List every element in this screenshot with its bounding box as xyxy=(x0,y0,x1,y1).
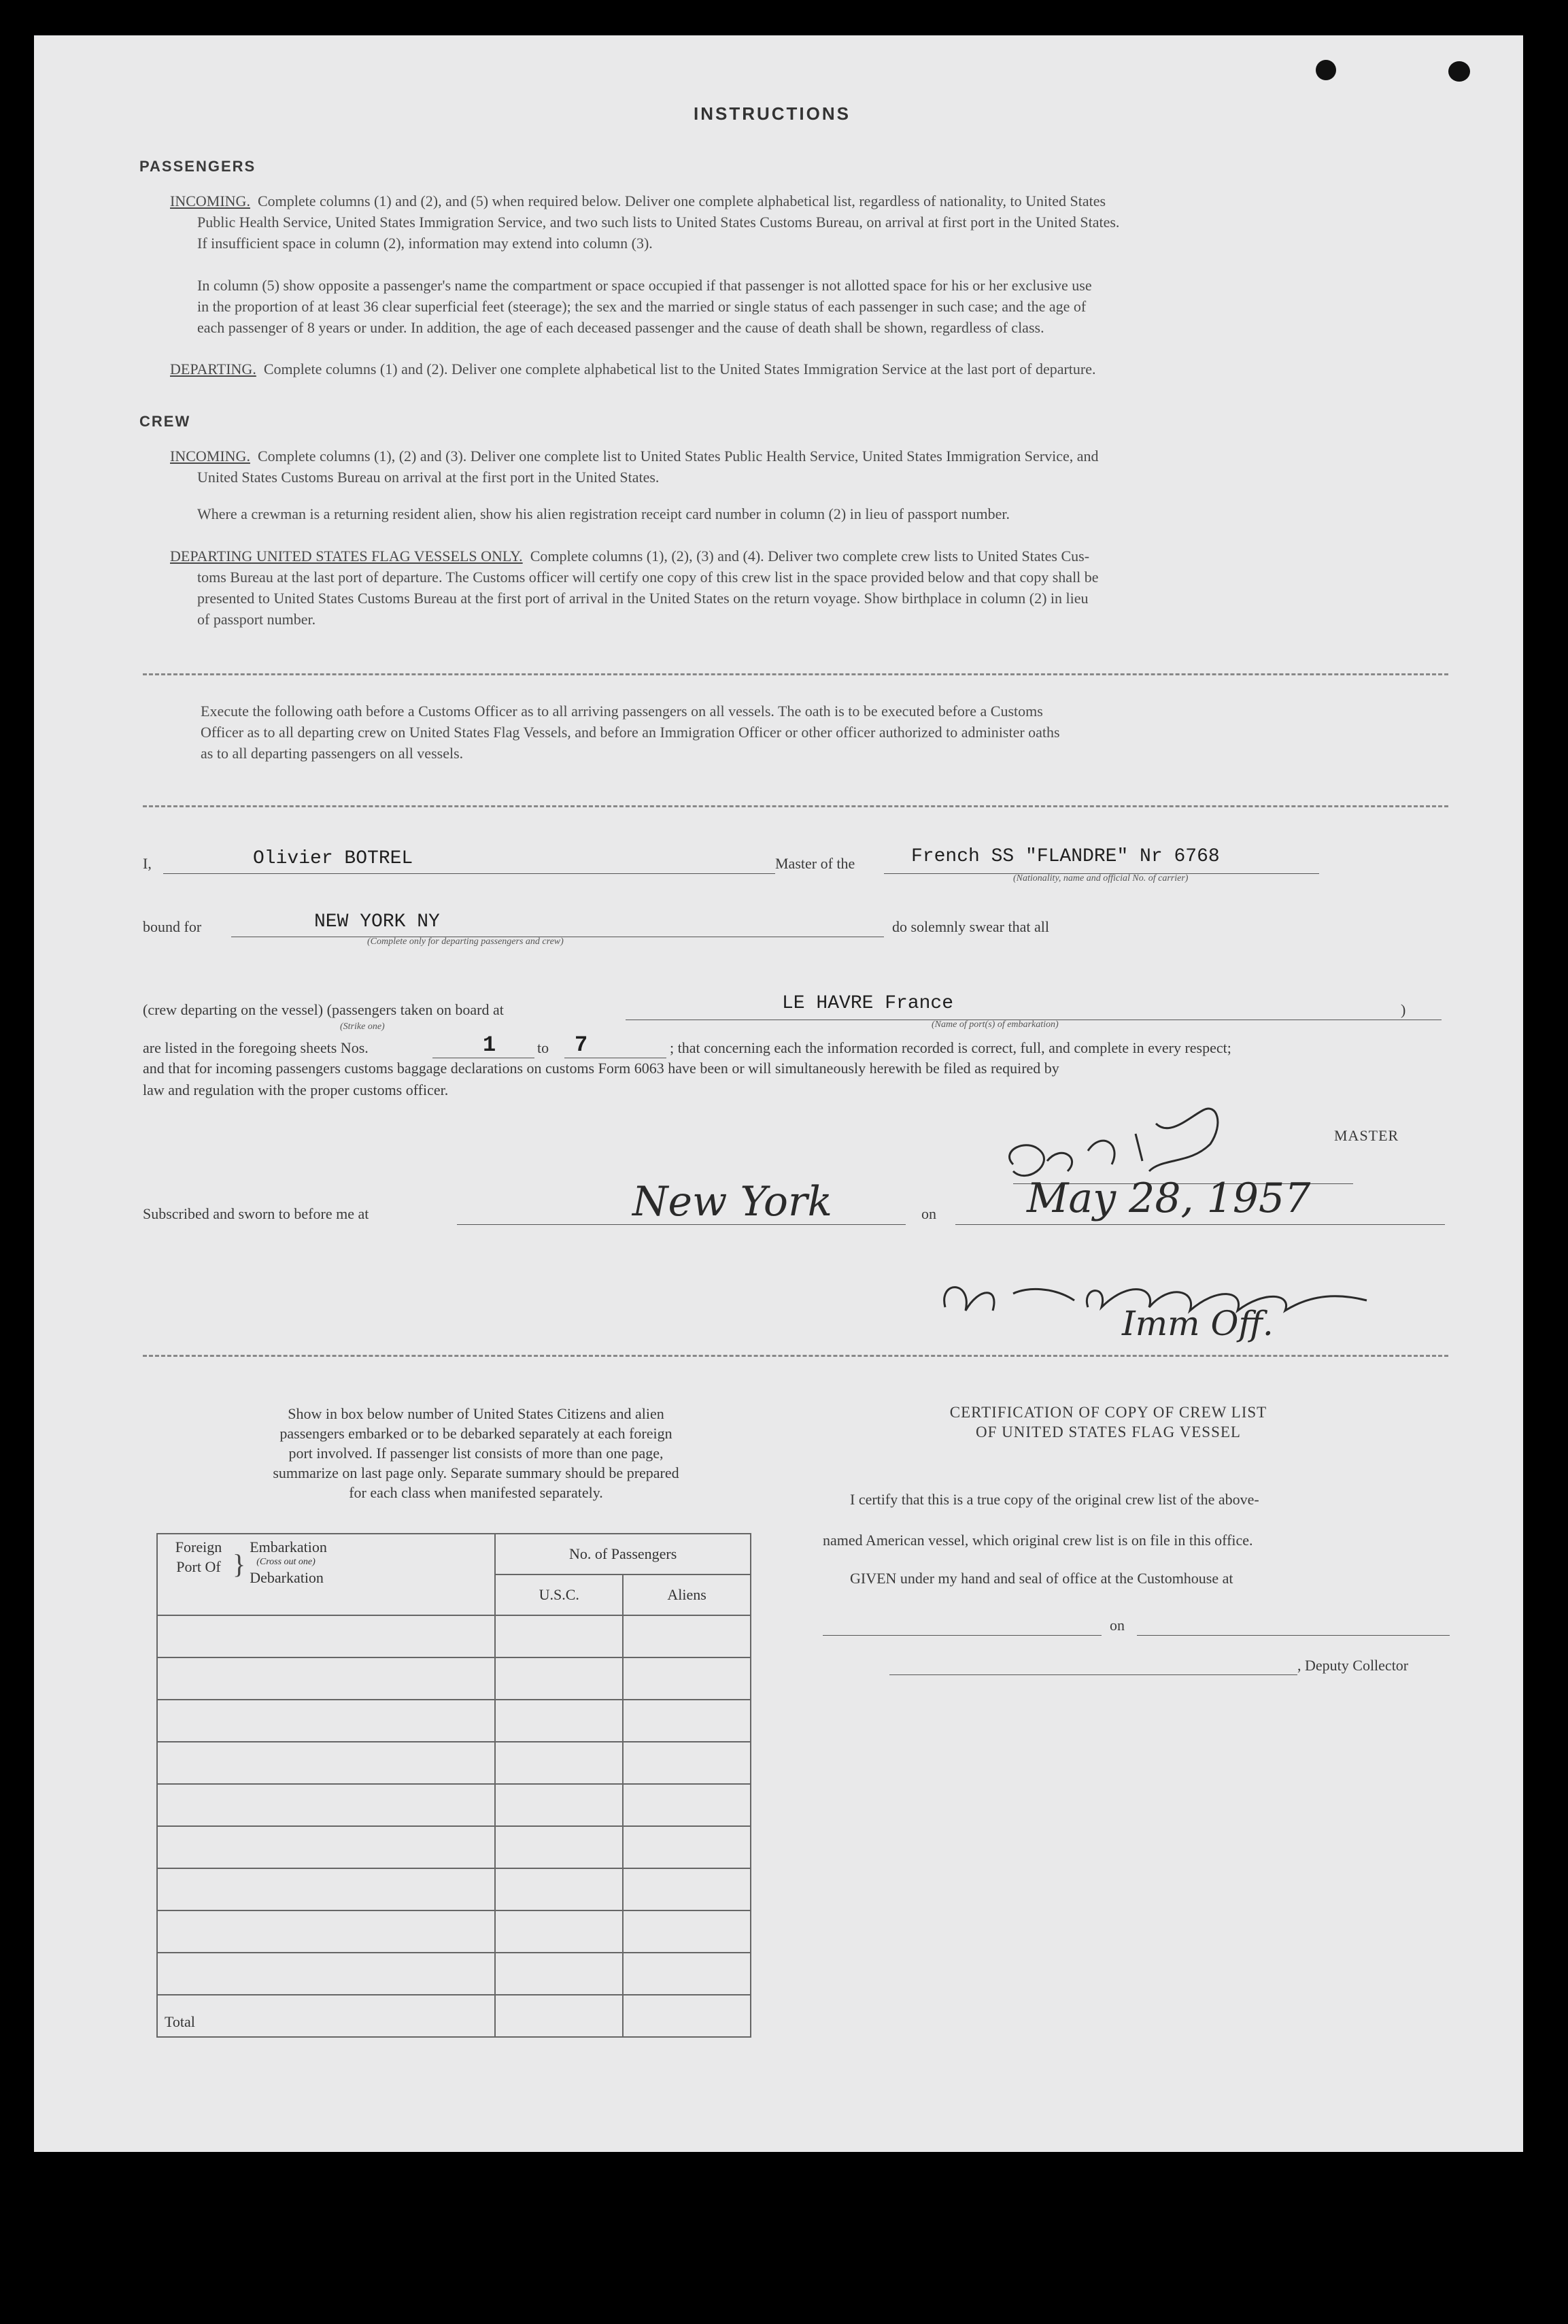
crew-flag-block xyxy=(170,545,1462,630)
document-page xyxy=(34,35,1523,2152)
sworn-date-line xyxy=(955,1224,1445,1225)
passengers-heading: PASSENGERS xyxy=(139,158,256,175)
certification-text-3: GIVEN under my hand and seal of office at the Customhouse at xyxy=(850,1570,1233,1587)
passengers-departing-label: DEPARTING. xyxy=(170,360,256,377)
master-of-label: Master of the xyxy=(775,855,855,872)
subscribed-label: Subscribed and sworn to before me at xyxy=(143,1205,369,1222)
deputy-collector-label: , Deputy Collector xyxy=(1297,1657,1409,1674)
bound-for-label: bound for xyxy=(143,918,202,935)
table-row xyxy=(157,1742,751,1784)
crew-resident-text: Where a crewman is a returning resident alien, show his alien registration receipt card number in column (2) in lieu of passport number. xyxy=(197,505,1010,522)
crew-flag-label: DEPARTING UNITED STATES FLAG VESSELS ONLY. xyxy=(170,548,523,565)
sworn-date: May 28, 1957 xyxy=(1027,1175,1311,1222)
officer-title: Imm Off. xyxy=(1122,1304,1274,1343)
column5-text-3: each passenger of 8 years or under. In addition, the age of each deceased passenger and the cause of death shall be shown, regardless of class. xyxy=(197,319,1044,336)
certification-text-2: named American vessel, which original crew list is on file in this office. xyxy=(823,1532,1253,1549)
summary-intro-4: summarize on last page only. Separate summary should be prepared xyxy=(273,1464,679,1481)
column5-text-2: in the proportion of at least 36 clear superficial feet (steerage); the sex and the married or single status of each passenger in such case; and the age of xyxy=(197,298,1087,315)
certification-title xyxy=(836,1402,1380,1442)
column5-block xyxy=(197,275,1462,338)
customhouse-line xyxy=(823,1635,1102,1636)
passengers-departing xyxy=(170,358,1096,380)
crew-heading: CREW xyxy=(139,413,191,430)
embarkation-caption: (Name of port(s) of embarkation) xyxy=(932,1020,1059,1030)
strike-caption: (Strike one) xyxy=(340,1022,385,1032)
destination: NEW YORK NY xyxy=(314,911,440,932)
usc-column-header: U.S.C. xyxy=(495,1574,623,1615)
master-name: Olivier BOTREL xyxy=(253,848,413,869)
crew-flag-text-1: Complete columns (1), (2), (3) and (4). Deliver two complete crew lists to United States Cus- xyxy=(530,548,1090,565)
certification-title-1: CERTIFICATION OF COPY OF CREW LIST xyxy=(949,1404,1267,1421)
summary-intro-3: port involved. If passenger list consists of more than one page, xyxy=(288,1445,664,1462)
oath-instructions-text-3: as to all departing passengers on all vessels. xyxy=(201,745,464,762)
oath-instructions-text-2: Officer as to all departing crew on United States Flag Vessels, and before an Immigration Officer or other officer authorized to administer oaths xyxy=(201,724,1060,741)
divider xyxy=(143,805,1448,807)
total-label: Total xyxy=(157,1995,495,2037)
certification-title-2: OF UNITED STATES FLAG VESSEL xyxy=(976,1424,1241,1441)
passengers-incoming-block xyxy=(170,190,1462,254)
table-row xyxy=(157,1657,751,1700)
swear-label: do solemnly swear that all xyxy=(892,918,1049,935)
certification-text-1: I certify that this is a true copy of the original crew list of the above- xyxy=(850,1491,1259,1508)
sheet-to: 7 xyxy=(575,1032,588,1058)
crew-incoming-block xyxy=(170,445,1462,488)
passengers-incoming-text-2: Public Health Service, United States Immigration Service, and two such lists to United States Customs Bureau, on arrival at first port in the United States. xyxy=(197,214,1120,231)
summary-intro-2: passengers embarked or to be debarked separately at each foreign xyxy=(279,1425,672,1442)
table-row xyxy=(157,1784,751,1826)
oath-instructions-text-1: Execute the following oath before a Customs Officer as to all arriving passengers on all vessels. The oath is to be executed before a Customs xyxy=(201,703,1043,720)
summary-intro xyxy=(190,1404,762,1502)
debarkation-label: Debarkation xyxy=(250,1569,324,1586)
sworn-place: New York xyxy=(632,1178,832,1226)
vessel-caption: (Nationality, name and official No. of carrier) xyxy=(1013,873,1189,883)
table-row xyxy=(157,1826,751,1868)
port-header-cell: Foreign Port Of } Embarkation (Cross out one) Debarkation xyxy=(157,1534,495,1615)
sworn-on-label: on xyxy=(921,1205,936,1222)
table-total-row xyxy=(157,1995,751,2037)
oath-i-label: I, xyxy=(143,855,152,872)
crew-incoming-text-2: United States Customs Bureau on arrival at the first port in the United States. xyxy=(197,469,660,486)
oath-instructions-block xyxy=(201,701,1411,764)
embarkation-label: Embarkation xyxy=(250,1538,327,1555)
column5-text-1: In column (5) show opposite a passenger's name the compartment or space occupied if that passenger is not allotted space for his or her exclusive use xyxy=(197,277,1092,294)
strike-label: (crew departing on the vessel) (passengers taken on board at xyxy=(143,1001,504,1018)
vessel-name: French SS "FLANDRE" Nr 6768 xyxy=(911,846,1220,867)
sheets-text-3: law and regulation with the proper customs officer. xyxy=(143,1081,449,1098)
embarkation-port: LE HAVRE France xyxy=(782,993,954,1014)
crew-flag-text-4: of passport number. xyxy=(197,611,316,628)
close-paren: ) xyxy=(1401,1001,1406,1018)
crew-incoming-text-1: Complete columns (1), (2) and (3). Deliver one complete list to United States Public Health Service, United States Immigration Service, and xyxy=(257,448,1099,465)
master-name-line xyxy=(163,873,775,874)
destination-caption: (Complete only for departing passengers and crew) xyxy=(367,937,564,947)
table-row xyxy=(157,1615,751,1657)
divider xyxy=(143,1355,1448,1357)
certification-on-label: on xyxy=(1110,1617,1125,1634)
sheets-text-2: and that for incoming passengers customs baggage declarations on customs Form 6063 have been or will simultaneously herewith be filed as required by xyxy=(143,1060,1059,1077)
to-label: to xyxy=(537,1039,549,1056)
table-row xyxy=(157,1953,751,1995)
passengers-incoming-text-1: Complete columns (1) and (2), and (5) when required below. Deliver one complete alphabetical list, regardless of nationality, to United States xyxy=(257,192,1106,209)
sheets-text-1: ; that concerning each the information recorded is correct, full, and complete in every respect; xyxy=(670,1039,1231,1056)
passengers-incoming-label: INCOMING. xyxy=(170,192,250,209)
deputy-collector-line xyxy=(889,1674,1297,1675)
foreign-port-of-label: Foreign Port Of xyxy=(175,1538,222,1575)
crew-incoming-label: INCOMING. xyxy=(170,448,250,465)
passenger-summary-table xyxy=(156,1533,751,2038)
crew-flag-text-2: toms Bureau at the last port of departure. The Customs officer will certify one copy of this crew list in the space provided below and that copy shall be xyxy=(197,569,1099,586)
master-label: MASTER xyxy=(1334,1127,1399,1144)
sheet-from: 1 xyxy=(483,1032,496,1058)
instructions-title: INSTRUCTIONS xyxy=(694,103,851,124)
certification-date-line xyxy=(1137,1635,1450,1636)
passengers-incoming-text-3: If insufficient space in column (2), information may extend into column (3). xyxy=(197,235,653,252)
summary-intro-5: for each class when manifested separately. xyxy=(349,1484,603,1501)
table-row xyxy=(157,1910,751,1953)
punch-hole xyxy=(1316,60,1336,80)
passengers-departing-text: Complete columns (1) and (2). Deliver one complete alphabetical list to the United States Immigration Service at the last port of departure. xyxy=(263,360,1096,377)
cross-out-label: (Cross out one) xyxy=(256,1557,316,1567)
no-of-passengers-header: No. of Passengers xyxy=(495,1534,751,1574)
aliens-column-header: Aliens xyxy=(623,1574,751,1615)
divider xyxy=(143,673,1448,675)
summary-intro-1: Show in box below number of United States Citizens and alien xyxy=(288,1405,664,1422)
crew-flag-text-3: presented to United States Customs Bureau at the first port of arrival in the United States on the return voyage. Show birthplace in column (2) in lieu xyxy=(197,590,1089,607)
sheets-label: are listed in the foregoing sheets Nos. xyxy=(143,1039,369,1056)
table-row xyxy=(157,1700,751,1742)
punch-hole xyxy=(1448,61,1470,82)
table-row xyxy=(157,1868,751,1910)
